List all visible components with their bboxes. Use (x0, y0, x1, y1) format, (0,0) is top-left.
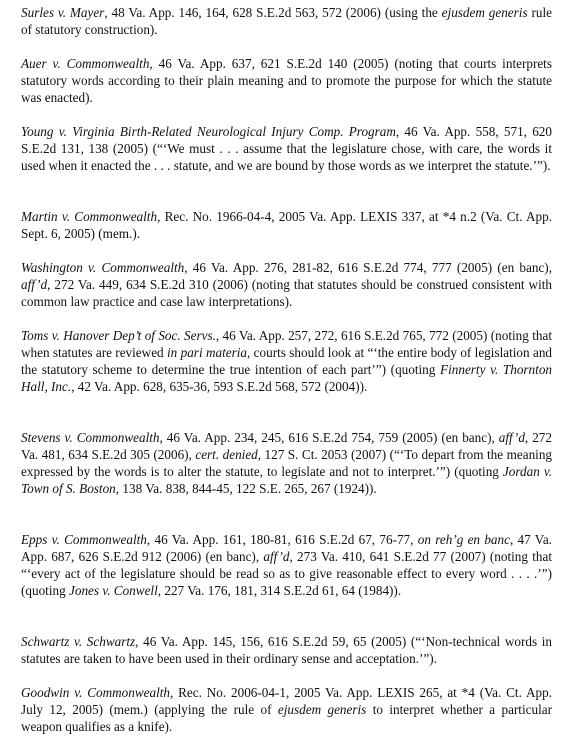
citation-text: , 47 Va. App. 687, 626 S.E.2d 912 (2006) (en banc), (21, 532, 552, 564)
citation-stevens (21, 429, 552, 497)
citation-young (21, 123, 552, 174)
citation-text: , 46 Va. App. 145, 156, 616 S.E.2d 59, 65 (2005) (“‘Non-technical words in statutes are taken to have been used in their ordinary sense and acceptation.’”). (21, 634, 552, 666)
citation-martin (21, 208, 552, 242)
italic-text: Jones v. Conwell (69, 583, 158, 598)
italic-text: ejusdem generis (441, 5, 528, 20)
citation-text: , 272 Va. 449, 634 S.E.2d 310 (2006) (noting that statutes should be construed consistent with common law practice and case law interpretations). (21, 277, 552, 309)
citation-text: , courts should look at “‘the entire body of legislation and the statutory scheme to determine the true intention of each part’”) (quoting (21, 345, 553, 377)
citation-text: , 46 Va. App. 276, 281-82, 616 S.E.2d 774, 777 (2005) (en banc), (184, 260, 552, 275)
citation-text: , 46 Va. App. 637, 621 S.E.2d 140 (2005) (noting that courts interprets statutory words according to their plain meaning and to promote the purpose for which the statute was enacted). (21, 56, 552, 105)
italic-text: cert. denied (195, 447, 258, 462)
italic-text: Young v. Virginia Birth-Related Neurological Injury Comp. Program (21, 124, 396, 139)
citation-text: , 42 Va. App. 628, 635-36, 593 S.E.2d 568, 572 (2004)). (71, 379, 368, 394)
italic-text: Epps v. Commonwealth (21, 532, 147, 547)
citation-goodwin (21, 684, 552, 735)
italic-text: ejusdem generis (277, 702, 367, 717)
citation-text: , 46 Va. App. 161, 180-81, 616 S.E.2d 67, 76-77, (146, 532, 418, 547)
citation-text: , Rec. No. 1966-04-4, 2005 Va. App. LEXIS 337, at *4 n.2 (Va. Ct. App. Sept. 6, 2005) (mem.). (21, 209, 553, 241)
italic-text: Goodwin v. Commonwealth (21, 685, 170, 700)
citation-text: rule of statutory construction). (21, 5, 552, 37)
citation-text: , 46 Va. App. 234, 245, 616 S.E.2d 754, 759 (2005) (en banc), (159, 430, 499, 445)
italic-text: Jordan v. Town of S. Boston (21, 464, 552, 496)
citation-text: , 48 Va. App. 146, 164, 628 S.E.2d 563, 572 (2006) (using the (104, 5, 442, 20)
citation-auer (21, 55, 552, 106)
italic-text: aff’d (21, 277, 48, 292)
citation-washington (21, 259, 552, 310)
citation-text: , Rec. No. 2006-04-1, 2005 Va. App. LEXIS 265, at *4 (Va. Ct. App. July 12, 2005) (mem.) (applying the rule of (21, 685, 553, 717)
italic-text: Finnerty v. Thornton Hall, Inc. (21, 362, 553, 394)
italic-text: on reh’g en banc (417, 532, 510, 547)
citation-surles (21, 4, 552, 38)
citation-text: , 272 Va. 481, 634 S.E.2d 305 (2006), (21, 430, 552, 462)
italic-text: Washington v. Commonwealth (21, 260, 185, 275)
citation-text: , 273 Va. 410, 641 S.E.2d 77 (2007) (noting that “‘every act of the legislature should be read so as to give reasonable effect to every word . . . .’”) (quoting (21, 549, 553, 598)
citation-text: , 227 Va. 176, 181, 314 S.E.2d 61, 64 (1984)). (157, 583, 402, 598)
italic-text: Auer v. Commonwealth (21, 56, 150, 71)
italic-text: in pari materia (167, 345, 247, 360)
italic-text: Schwartz v. Schwartz (21, 634, 136, 649)
citation-toms (21, 327, 552, 395)
italic-text: Stevens v. Commonwealth (21, 430, 160, 445)
citation-epps (21, 531, 552, 599)
citation-text: , 46 Va. App. 257, 272, 616 S.E.2d 765, 772 (2005) (noting that when statutes are reviewed (21, 328, 552, 360)
citation-text: , 46 Va. App. 558, 571, 620 S.E.2d 131, 138 (2005) (“‘We must . . . assume that the legislature chose, with care, the words it used when it enacted the . . . statute, and we are bound by those words as we interpret the statute.’”). (21, 124, 552, 173)
italic-text: Surles v. Mayer (21, 5, 105, 20)
italic-text: aff’d (498, 430, 525, 445)
citation-text: to interpret whether a particular weapon qualifies as a knife). (21, 702, 552, 734)
italic-text: Martin v. Commonwealth (21, 209, 158, 224)
italic-text: Toms v. Hanover Dep’t of Soc. Servs. (21, 328, 216, 343)
citation-text: , 138 Va. 838, 844-45, 122 S.E. 265, 267 (1924)). (115, 481, 377, 496)
citation-schwartz (21, 633, 552, 667)
italic-text: aff’d (263, 549, 290, 564)
citation-text: , 127 S. Ct. 2053 (2007) (“‘To depart from the meaning expressed by the words is to alter the statute, to legislate and not to interpret.’”) (quoting (21, 447, 553, 479)
